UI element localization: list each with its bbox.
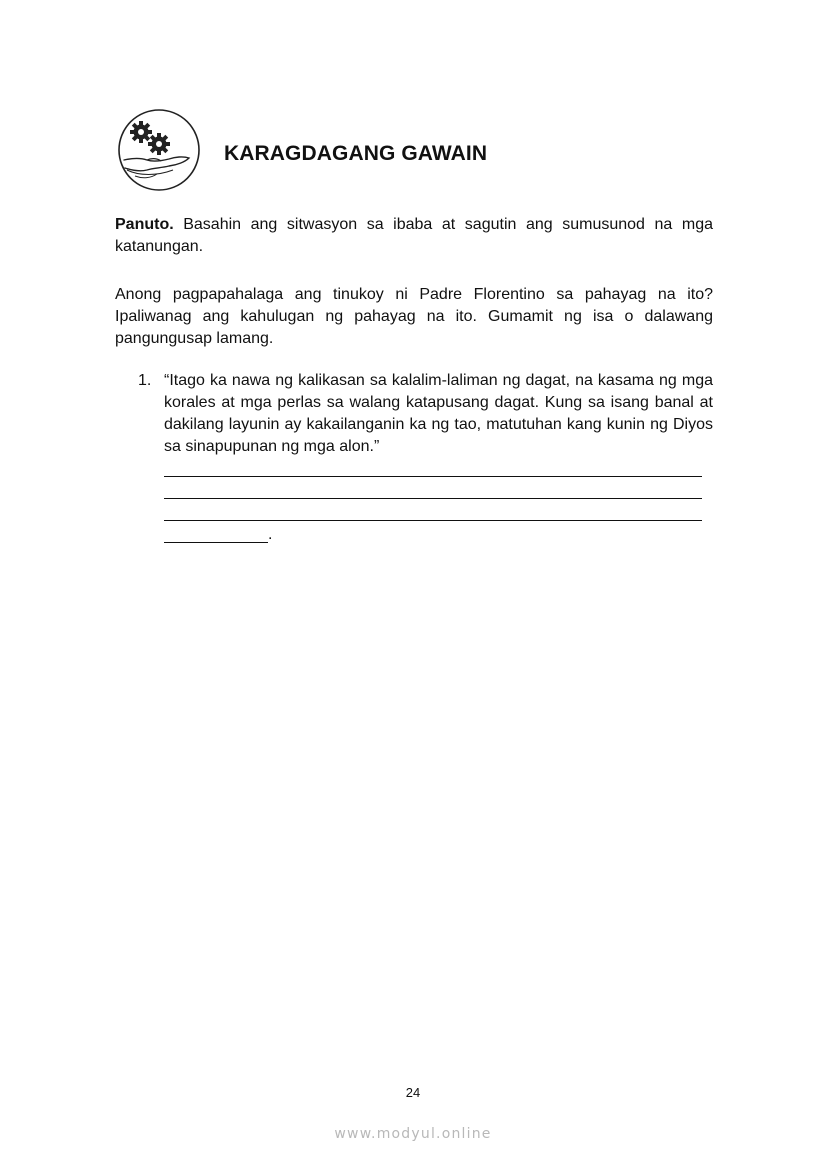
answer-line[interactable] [164,542,268,543]
item-quote: “Itago ka nawa ng kalikasan sa kalalim-laliman ng dagat, na kasama ng mga korales at mga perlas sa walang katapusang dagat. Kung sa isang banal at dakilang layunin ay kakailanganin ka ng tao, matutuhan kang kunin ng Diyos sa sinapupunan ng mga alon.” [164,372,713,455]
page-number: 24 [405,1085,421,1100]
section-title: KARAGDAGANG GAWAIN [224,142,488,165]
answer-end-period: . [268,526,273,543]
instructions-lead: Panuto. [115,216,174,233]
question-prompt: Anong pagpapahalaga ang tinukoy ni Padre Florentino sa pahayag na ito? Ipaliwanag ang kahulugan ng pahayag na ito. Gumamit ng isa o dalawang pangungusap lamang. [115,286,713,347]
item-number: 1. [138,372,152,389]
gears-on-hand-icon [117,108,201,192]
answer-line[interactable] [164,498,702,499]
answer-line[interactable] [164,476,702,477]
answer-line[interactable] [164,520,702,521]
instructions-text: Basahin ang sitwasyon sa ibaba at sagutin ang sumusunod na mga katanungan. [115,216,713,255]
instructions [115,214,713,258]
watermark: www.modyul.online [334,1126,492,1142]
